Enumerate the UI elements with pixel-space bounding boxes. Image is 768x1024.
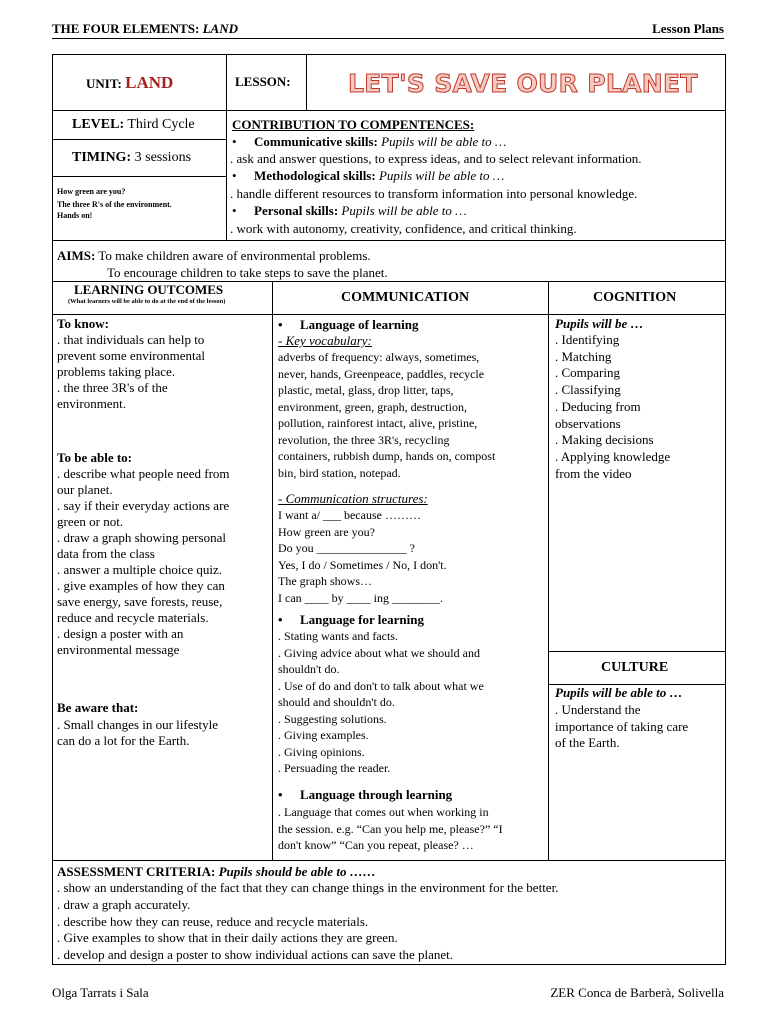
header-topic: LAND xyxy=(202,21,238,36)
list-item: . Applying knowledge xyxy=(555,448,671,464)
list-item: . Giving advice about what we should and xyxy=(278,645,480,660)
list-item: from the video xyxy=(555,465,632,481)
cognition-lead: Pupils will be … xyxy=(555,316,644,331)
cognition-list xyxy=(555,332,670,482)
competence-detail: . work with autonomy, creativity, confidence, and critical thinking. xyxy=(230,221,577,236)
header-rule xyxy=(52,38,724,39)
list-item: pollution, rainforest intact, alive, pristine, xyxy=(278,416,478,430)
list-item: . Classifying xyxy=(555,382,621,398)
aims-text: To encourage children to take steps to save the planet. xyxy=(107,265,388,280)
topic-item: Hands on! xyxy=(57,211,93,220)
competence-item xyxy=(232,168,504,184)
competence-detail: . ask and answer questions, to express ideas, and to select relevant information. xyxy=(230,151,642,166)
able-list xyxy=(57,466,230,658)
lol-title-text: Language of learning xyxy=(300,317,419,332)
list-item: . Language that comes out when working in xyxy=(278,805,489,819)
able-title: To be able to: xyxy=(57,450,132,465)
level-value: Third Cycle xyxy=(127,117,195,132)
aims-line xyxy=(57,248,371,264)
cs-list xyxy=(278,507,447,606)
list-item: . Identifying xyxy=(555,332,620,347)
list-item: . show an understanding of the fact that they can change things in the environment for the better. xyxy=(57,880,559,895)
col-divider xyxy=(272,281,273,861)
list-item: How green are you? xyxy=(278,524,375,539)
kv-title: - Key vocabulary: xyxy=(278,333,372,348)
competence-item xyxy=(232,203,467,219)
list-item: . Giving opinions. xyxy=(278,744,365,759)
culture-list xyxy=(555,702,688,752)
list-item: importance of taking care xyxy=(555,718,689,734)
kv-list xyxy=(278,349,495,481)
list-item: . Suggesting solutions. xyxy=(278,711,387,726)
list-item: . Comparing xyxy=(555,365,620,381)
header-prefix: THE FOUR ELEMENTS: xyxy=(52,21,200,36)
timing-value: 3 sessions xyxy=(134,150,192,165)
lfl-title: • Language for learning xyxy=(278,612,424,627)
table-border-left xyxy=(52,54,53,965)
list-item: . draw a graph showing personal xyxy=(57,530,226,545)
list-item: Do you _______________ ? xyxy=(278,541,415,555)
lesson-title: LET'S SAVE OUR PLANET xyxy=(348,69,698,98)
list-item: environment, green, graph, destruction, xyxy=(278,399,467,414)
col-divider xyxy=(306,54,307,111)
list-item: . Matching xyxy=(555,348,612,364)
list-item: . Stating wants and facts. xyxy=(278,629,398,643)
col-divider xyxy=(548,281,549,861)
list-item: data from the class xyxy=(57,546,155,561)
list-item: . give examples of how they can xyxy=(57,578,225,593)
table-border-right xyxy=(725,54,726,965)
list-item: . Making decisions xyxy=(555,432,654,448)
competence-lead: Pupils will be able to … xyxy=(381,134,507,149)
col-divider xyxy=(226,110,227,240)
competence-lead: Pupils will be able to … xyxy=(378,168,505,183)
list-item: never, hands, Greenpeace, paddles, recycle xyxy=(278,366,485,381)
competence-name: Personal skills: xyxy=(254,203,339,218)
ltl-list xyxy=(278,804,503,854)
cs-title: - Communication structures: xyxy=(278,491,428,506)
ltl-title: • Language through learning xyxy=(278,787,453,802)
aware-list xyxy=(57,717,218,749)
list-item: . draw a graph accurately. xyxy=(57,896,191,912)
list-item: the session. e.g. “Can you help me, please?” “I xyxy=(278,821,503,836)
page-header-left xyxy=(52,21,238,37)
list-item: green or not. xyxy=(57,514,124,529)
list-item: . say if their everyday actions are xyxy=(57,498,230,513)
timing-label: TIMING: xyxy=(72,150,132,165)
list-item: prevent some environmental xyxy=(57,348,206,363)
list-item: . answer a multiple choice quiz. xyxy=(57,562,222,577)
list-item: save energy, save forests, reuse, xyxy=(57,594,223,609)
list-item: revolution, the three 3R's, recycling xyxy=(278,432,450,447)
list-item: I can ____ by ____ ing ________. xyxy=(278,590,443,605)
list-item: environmental message xyxy=(57,642,180,657)
table-border-top xyxy=(52,54,726,55)
outcomes-title: LEARNING OUTCOMES xyxy=(74,282,224,297)
list-item: . Use of do and don't to talk about what we xyxy=(278,678,484,693)
list-item: . Giving examples. xyxy=(278,728,369,742)
list-item: should and shouldn't do. xyxy=(278,695,395,709)
list-item: . describe what people need from xyxy=(57,466,230,481)
topic-item: How green are you? xyxy=(57,187,126,196)
assessment-list xyxy=(57,880,558,964)
unit-cell xyxy=(86,75,173,92)
cognition-title: COGNITION xyxy=(593,290,677,305)
row-divider xyxy=(52,240,726,241)
assessment-label: ASSESSMENT CRITERIA: xyxy=(57,864,216,879)
list-item: The graph shows… xyxy=(278,574,372,588)
list-item: . Understand the xyxy=(555,702,641,717)
list-item: can do a lot for the Earth. xyxy=(57,733,190,748)
row-divider xyxy=(52,176,226,177)
row-divider xyxy=(548,651,726,652)
competence-name: Methodological skills: xyxy=(254,168,376,183)
competences-title: CONTRIBUTION TO COMPENTENCES: xyxy=(232,117,475,132)
list-item: adverbs of frequency: always, sometimes, xyxy=(278,350,480,364)
aware-title: Be aware that: xyxy=(57,700,139,715)
list-item: problems taking place. xyxy=(57,364,176,379)
competence-name: Communicative skills: xyxy=(254,134,378,149)
list-item: . develop and design a poster to show individual actions can save the planet. xyxy=(57,947,454,963)
row-divider xyxy=(52,314,726,315)
know-title: To know: xyxy=(57,316,109,331)
aims-label: AIMS: xyxy=(57,248,96,263)
list-item: shouldn't do. xyxy=(278,662,340,676)
culture-lead: Pupils will be able to … xyxy=(555,685,683,700)
list-item: containers, rubbish dump, hands on, compost xyxy=(278,449,496,463)
list-item: Yes, I do / Sometimes / No, I don't. xyxy=(278,557,447,572)
aims-text: To make children aware of environmental problems. xyxy=(98,248,371,263)
row-divider xyxy=(52,110,726,111)
lfl-title-text: Language for learning xyxy=(300,612,424,627)
unit-label: UNIT: xyxy=(86,76,122,91)
competence-lead: Pupils will be able to … xyxy=(341,203,467,218)
row-divider xyxy=(52,860,726,861)
list-item: our planet. xyxy=(57,482,113,497)
list-item: observations xyxy=(555,415,621,431)
list-item: plastic, metal, glass, drop litter, taps, xyxy=(278,383,454,397)
assessment-lead: Pupils should be able to …… xyxy=(218,864,376,879)
list-item: . design a poster with an xyxy=(57,626,184,641)
lesson-label: LESSON: xyxy=(235,74,291,89)
list-item: . that individuals can help to xyxy=(57,332,205,347)
bullet: • xyxy=(232,134,237,149)
list-item: . describe how they can reuse, reduce and recycle materials. xyxy=(57,913,369,929)
lol-title: • Language of learning xyxy=(278,317,419,332)
list-item: . Small changes in our lifestyle xyxy=(57,717,219,732)
footer-author: Olga Tarrats i Sala xyxy=(52,985,149,1000)
level-cell xyxy=(72,117,195,133)
page-header-right: Lesson Plans xyxy=(652,21,724,36)
table-border-bottom xyxy=(52,964,726,965)
list-item: reduce and recycle materials. xyxy=(57,610,209,625)
assessment-heading xyxy=(57,864,376,880)
list-item: of the Earth. xyxy=(555,735,620,751)
competence-item xyxy=(232,134,506,150)
list-item: environment. xyxy=(57,396,126,411)
bullet: • xyxy=(232,168,237,183)
level-label: LEVEL: xyxy=(72,117,125,132)
list-item: . Give examples to show that in their daily actions they are green. xyxy=(57,930,398,946)
list-item: don't know” “Can you repeat, please? … xyxy=(278,838,474,852)
bullet: • xyxy=(232,203,237,218)
row-divider xyxy=(52,139,226,140)
list-item: . the three 3R's of the xyxy=(57,380,168,395)
unit-value: LAND xyxy=(125,73,174,92)
footer-school: ZER Conca de Barberà, Solivella xyxy=(550,985,724,1000)
culture-title: CULTURE xyxy=(601,660,669,675)
ltl-title-text: Language through learning xyxy=(300,787,453,802)
list-item: . Deducing from xyxy=(555,398,641,414)
communication-title: COMMUNICATION xyxy=(341,290,470,305)
list-item: bin, bird station, notepad. xyxy=(278,465,401,480)
topic-item: The three R's of the environment. xyxy=(57,200,172,209)
timing-cell xyxy=(72,150,191,166)
outcomes-subtitle: (What learners will be able to do at the end of the lesson) xyxy=(68,298,226,305)
list-item: . Persuading the reader. xyxy=(278,761,391,775)
col-divider xyxy=(226,54,227,111)
lfl-list xyxy=(278,628,484,777)
know-list xyxy=(57,332,205,412)
list-item: I want a/ ___ because ……… xyxy=(278,508,421,522)
competence-detail: . handle different resources to transform information into personal knowledge. xyxy=(230,186,638,201)
